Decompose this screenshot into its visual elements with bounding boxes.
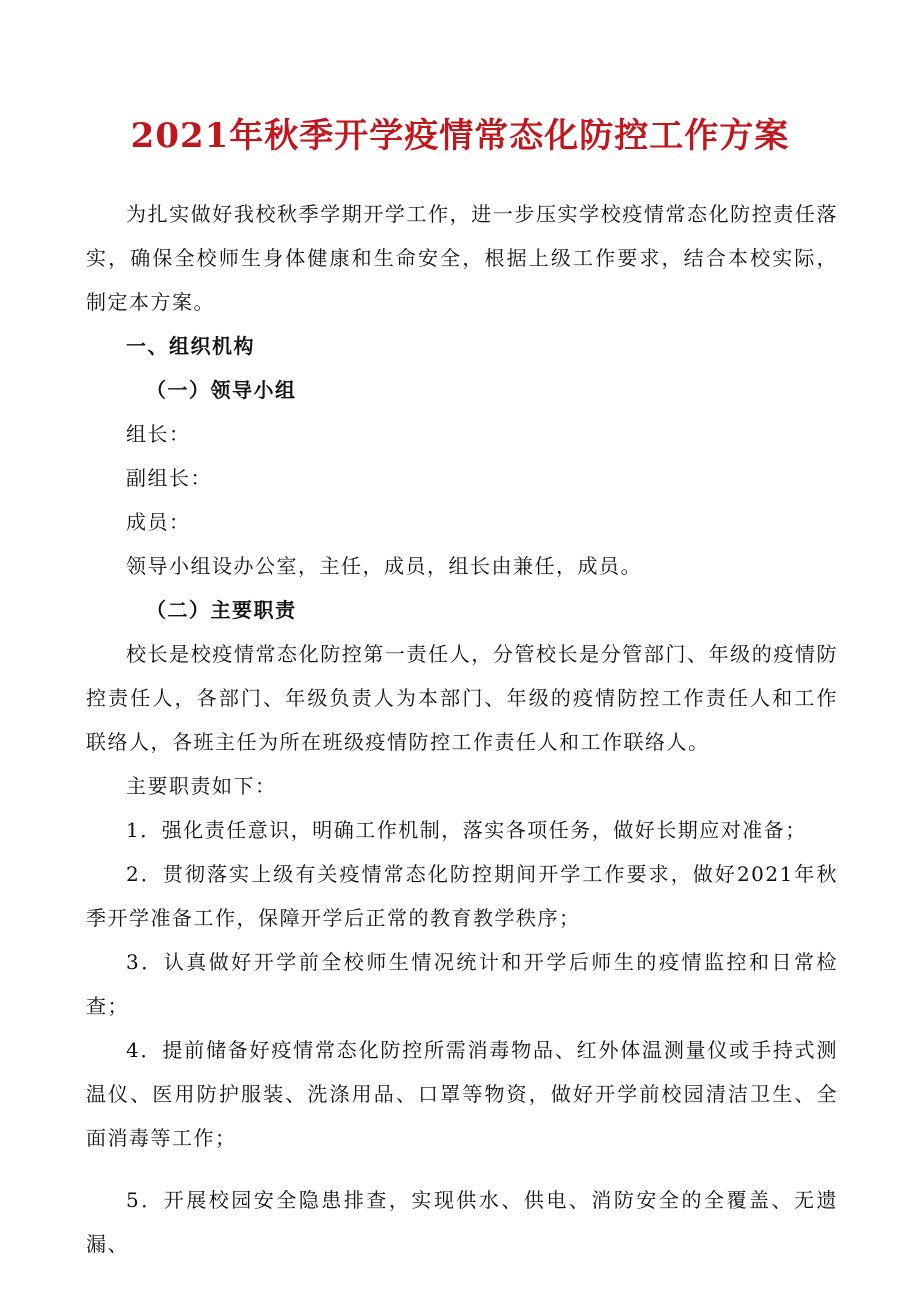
duty-item: 3．认真做好开学前全校师生情况统计和开学后师生的疫情监控和日常检查； [86,950,838,1018]
duty-item: 5．开展校园安全隐患排查，实现供水、供电、消防安全的全覆盖、无遗漏、 [86,1188,838,1256]
subsection-heading-leadership-group: （一）领导小组 [146,378,297,402]
office-line: 领导小组设办公室，主任，成员，组长由兼任，成员。 [126,554,642,578]
duty-item: 2．贯彻落实上级有关疫情常态化防控期间开学工作要求，做好2021年秋季开学准备工作，保障开学后正常的教育教学秩序； [86,862,838,930]
subsection-heading-main-duties: （二）主要职责 [146,598,297,622]
intro-paragraph: 为扎实做好我校秋季学期开学工作，进一步压实学校疫情常态化防控责任落实，确保全校师生身体健康和生命安全，根据上级工作要求，结合本校实际，制定本方案。 [86,202,838,314]
deputy-leader-line: 副组长： [126,466,212,490]
document-title: 2021年秋季开学疫情常态化防控工作方案 [130,116,790,156]
duty-item: 1．强化责任意识，明确工作机制，落实各项任务，做好长期应对准备； [126,818,807,842]
members-line: 成员： [126,510,191,534]
duty-paragraph: 校长是校疫情常态化防控第一责任人，分管校长是分管部门、年级的疫情防控责任人，各部门、年级负责人为本部门、年级的疫情防控工作责任人和工作联络人，各班主任为所在班级疫情防控工作责任人和工作联络人。 [86,642,838,754]
duties-intro: 主要职责如下： [126,774,277,798]
document-body [86,192,838,1266]
group-leader-line: 组长： [126,422,191,446]
section-heading-organization: 一、组织机构 [126,334,255,358]
duty-item: 4．提前储备好疫情常态化防控所需消毒物品、红外体温测量仪或手持式测温仪、医用防护服装、洗涤用品、口罩等物资，做好开学前校园清洁卫生、全面消毒等工作； [86,1038,838,1150]
